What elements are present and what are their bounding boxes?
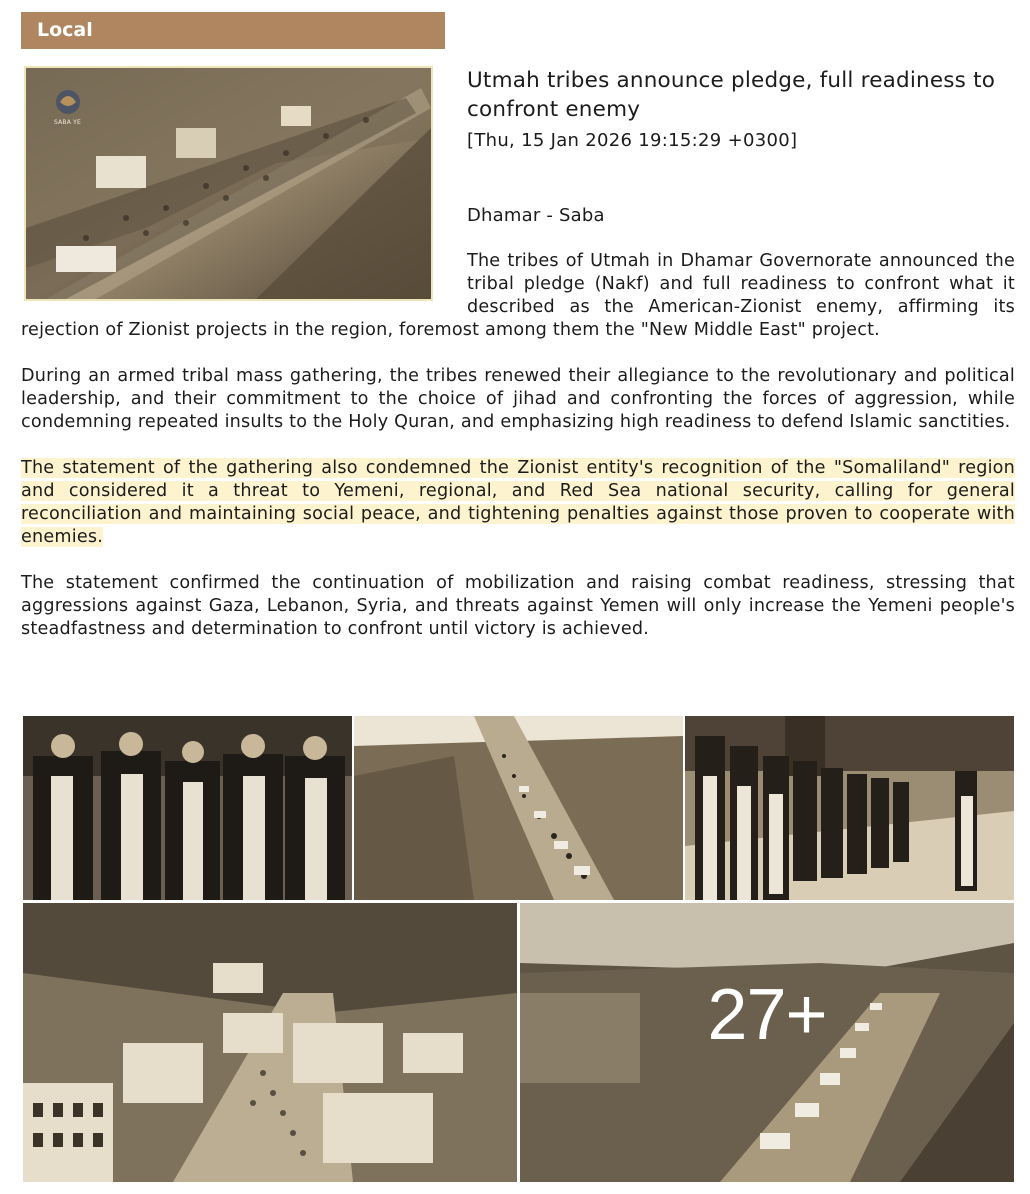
- lead-photo-image: [26, 68, 431, 299]
- gallery-photo-4[interactable]: [23, 903, 517, 1182]
- gallery-photo-2[interactable]: [354, 716, 683, 900]
- article-date: [Thu, 15 Jan 2026 19:15:29 +0300]: [467, 130, 798, 151]
- gallery-photo-2-image: [354, 716, 683, 900]
- lead-photo-logo-text: SABA YE: [54, 119, 82, 126]
- article-byline: Dhamar - Saba: [467, 205, 605, 226]
- more-photos-count[interactable]: [520, 903, 1014, 1182]
- gallery-photo-3-image: [685, 716, 1014, 900]
- more-photos-label: 27+: [707, 974, 827, 1055]
- article-paragraph-1: The tribes of Utmah in Dhamar Governorate announced the tribal pledge (Nakf) and full readiness to confront what it described as the American-Zionist enemy, affirming its rejection of Zionist projects in the region, foremost among them the "New Middle East" project.: [21, 251, 1015, 340]
- article-paragraph-3: [21, 457, 1015, 549]
- gallery-photo-more[interactable]: [520, 903, 1014, 1182]
- section-label[interactable]: Local: [21, 12, 445, 49]
- article: [21, 66, 1015, 641]
- article-headline: Utmah tribes announce pledge, full readiness to confront enemy: [467, 68, 996, 122]
- lead-photo[interactable]: [24, 66, 433, 301]
- gallery-photo-4-image: [23, 903, 517, 1182]
- gallery-photo-1[interactable]: [23, 716, 352, 900]
- article-paragraph-4: The statement confirmed the continuation of mobilization and raising combat readiness, stressing that aggressions against Gaza, Lebanon, Syria, and threats against Yemen will only increase the Yemeni people's steadfastness and determination to confront until victory is achieved.: [21, 573, 1015, 639]
- highlighted-text: The statement of the gathering also condemned the Zionist entity's recognition of the "Somaliland" region and considered it a threat to Yemeni, regional, and Red Sea national security, calling for general reconciliation and maintaining social peace, and tightening penalties against those proven to cooperate with enemies.: [21, 458, 1015, 547]
- gallery-photo-1-image: [23, 716, 352, 900]
- article-paragraph-2: During an armed tribal mass gathering, the tribes renewed their allegiance to the revolutionary and political leadership, and their commitment to the choice of jihad and confronting the forces of aggression, while condemning repeated insults to the Holy Quran, and emphasizing high readiness to defend Islamic sanctities.: [21, 366, 1015, 432]
- photo-gallery: [23, 716, 1014, 1182]
- gallery-photo-3[interactable]: [685, 716, 1014, 900]
